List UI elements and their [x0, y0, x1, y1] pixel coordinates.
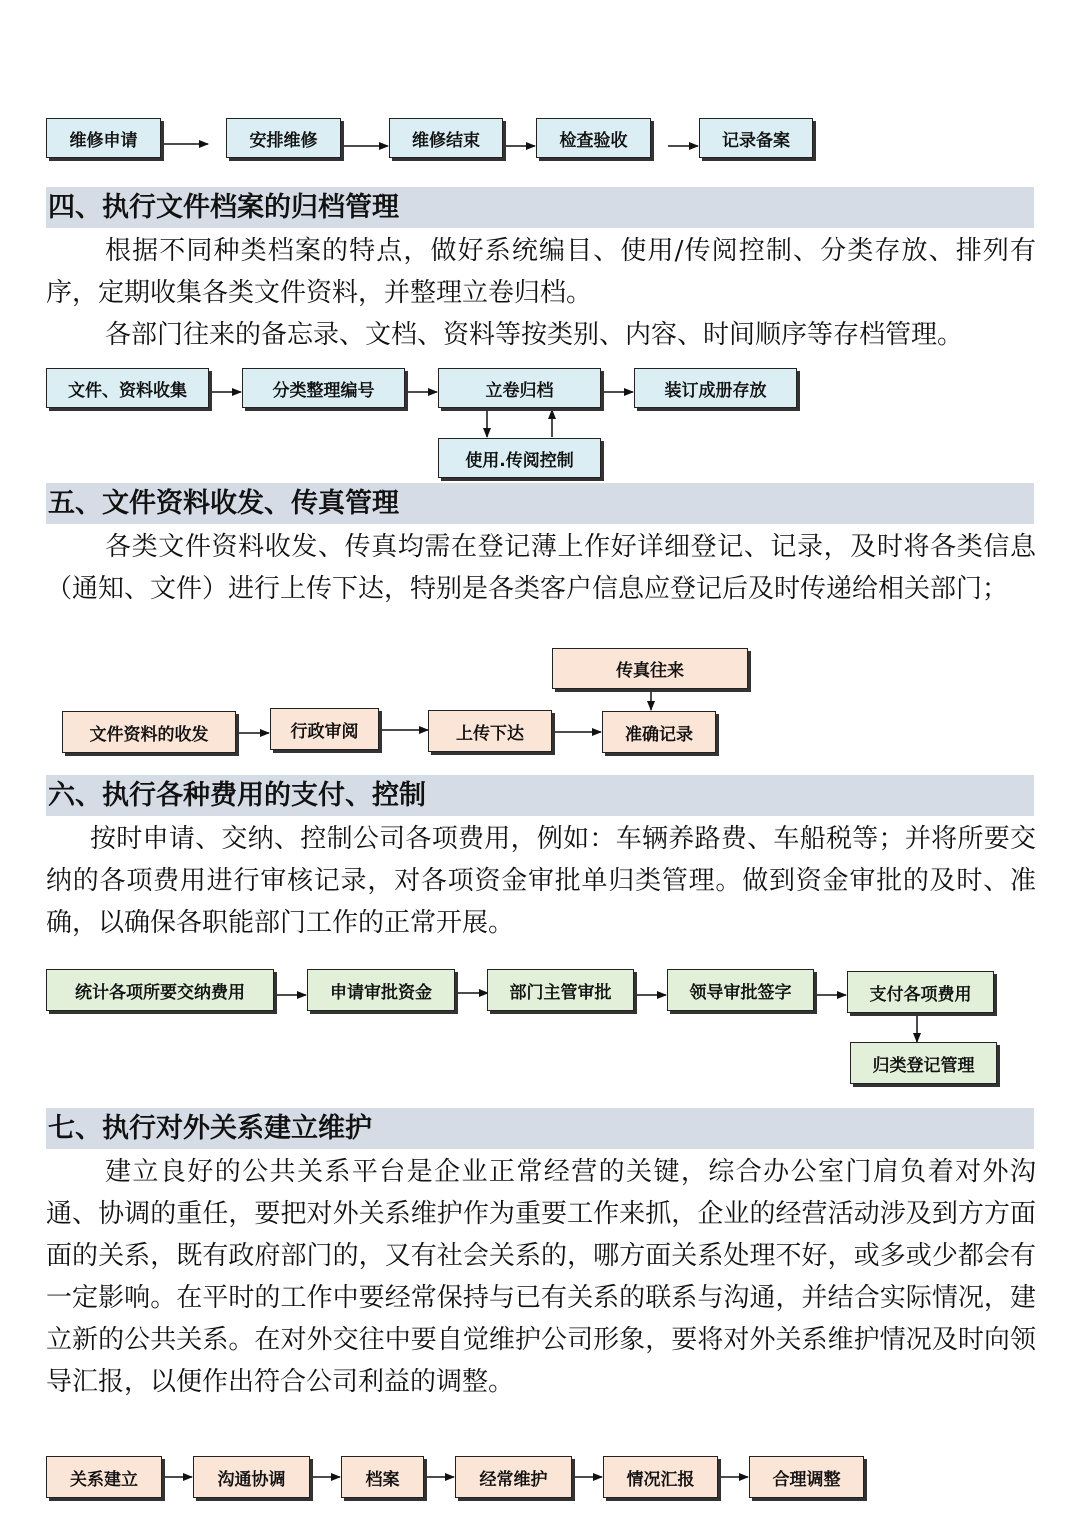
section-heading-external-relations: 七、执行对外关系建立维护 — [46, 1108, 1034, 1149]
section-heading-archive: 四、执行文件档案的归档管理 — [46, 187, 1034, 228]
flow-box-dept-approval: 部门主管审批 — [487, 969, 634, 1011]
paragraph-external-relations: 建立良好的公共关系平台是企业正常经营的关键，综合办公室门肩负着对外沟通、协调的重任，要把对外关系维护作为重要工作来抓，企业的经营活动涉及到方方面面的关系，既有政府部门的，又有社会关系的，哪方面关系处理不好，或多或少都会有一定影响。在平时的工作中要经常保持与已有关系的联系与沟通，并结合实际情况，建立新的公共关系。在对外交往中要自觉维护公司形象，要将对外关系维护情况及时向领导汇报，以便作出符合公司利益的调整。 — [46, 1157, 1036, 1397]
flow-box-receive-send: 文件资料的收发 — [62, 711, 236, 753]
flow-box-classify-register: 归类登记管理 — [850, 1042, 997, 1084]
flow-box-leader-sign: 领导审批签字 — [667, 969, 814, 1011]
flow-box-repair-complete: 维修结束 — [389, 118, 503, 158]
flow-box-record-filing: 记录备案 — [699, 118, 813, 158]
flow-box-apply-funds: 申请审批资金 — [307, 969, 455, 1011]
flow-box-report: 情况汇报 — [603, 1456, 718, 1498]
flow-box-arrange-repair: 安排维修 — [226, 118, 341, 158]
flow-box-inspection: 检查验收 — [536, 118, 651, 158]
section-heading-expenses: 六、执行各种费用的支付、控制 — [46, 775, 1034, 816]
flow-box-accurate-record: 准确记录 — [602, 711, 716, 753]
flow-box-file-volume: 立卷归档 — [438, 368, 601, 408]
flow-box-admin-review: 行政审阅 — [270, 708, 379, 750]
paragraph-documents-fax: 各类文件资料收发、传真均需在登记薄上作好详细登记、记录，及时将各类信息（通知、文件）进行上传下达，特别是各类客户信息应登记后及时传递给相关部门； — [46, 532, 1036, 604]
flow-box-usage-control: 使用.传阅控制 — [438, 438, 601, 478]
paragraph-archive-1: 根据不同种类档案的特点，做好系统编目、使用/传阅控制、分类存放、排列有序，定期收集各类文件资料，并整理立卷归档。 — [46, 236, 1036, 308]
flow-box-sort-number: 分类整理编号 — [242, 368, 405, 408]
paragraph-expenses: 按时申请、交纳、控制公司各项费用，例如：车辆养路费、车船税等；并将所要交纳的各项费用进行审核记录，对各项资金审批单归类管理。做到资金审批的及时、准确，以确保各职能部门工作的正常开展。 — [46, 824, 1036, 938]
flow-box-communicate: 沟通协调 — [193, 1456, 310, 1498]
flow-box-pay-fees: 支付各项费用 — [847, 971, 994, 1013]
flow-box-collect: 文件、资料收集 — [46, 368, 209, 408]
flow-box-adjust: 合理调整 — [749, 1456, 864, 1498]
flow-box-transmit: 上传下达 — [428, 710, 552, 752]
flow-box-tally-fees: 统计各项所要交纳费用 — [46, 969, 274, 1011]
flow-box-repair-request: 维修申请 — [46, 118, 161, 158]
flow-box-bind-store: 装订成册存放 — [634, 368, 797, 408]
paragraph-archive-2: 各部门往来的备忘录、文档、资料等按类别、内容、时间顺序等存档管理。 — [105, 320, 964, 350]
section-heading-documents-fax: 五、文件资料收发、传真管理 — [46, 483, 1034, 524]
flow-box-maintain: 经常维护 — [455, 1456, 572, 1498]
flow-box-fax: 传真往来 — [552, 648, 748, 689]
flow-box-build-relations: 关系建立 — [46, 1456, 162, 1498]
flow-box-archive: 档案 — [341, 1456, 424, 1498]
